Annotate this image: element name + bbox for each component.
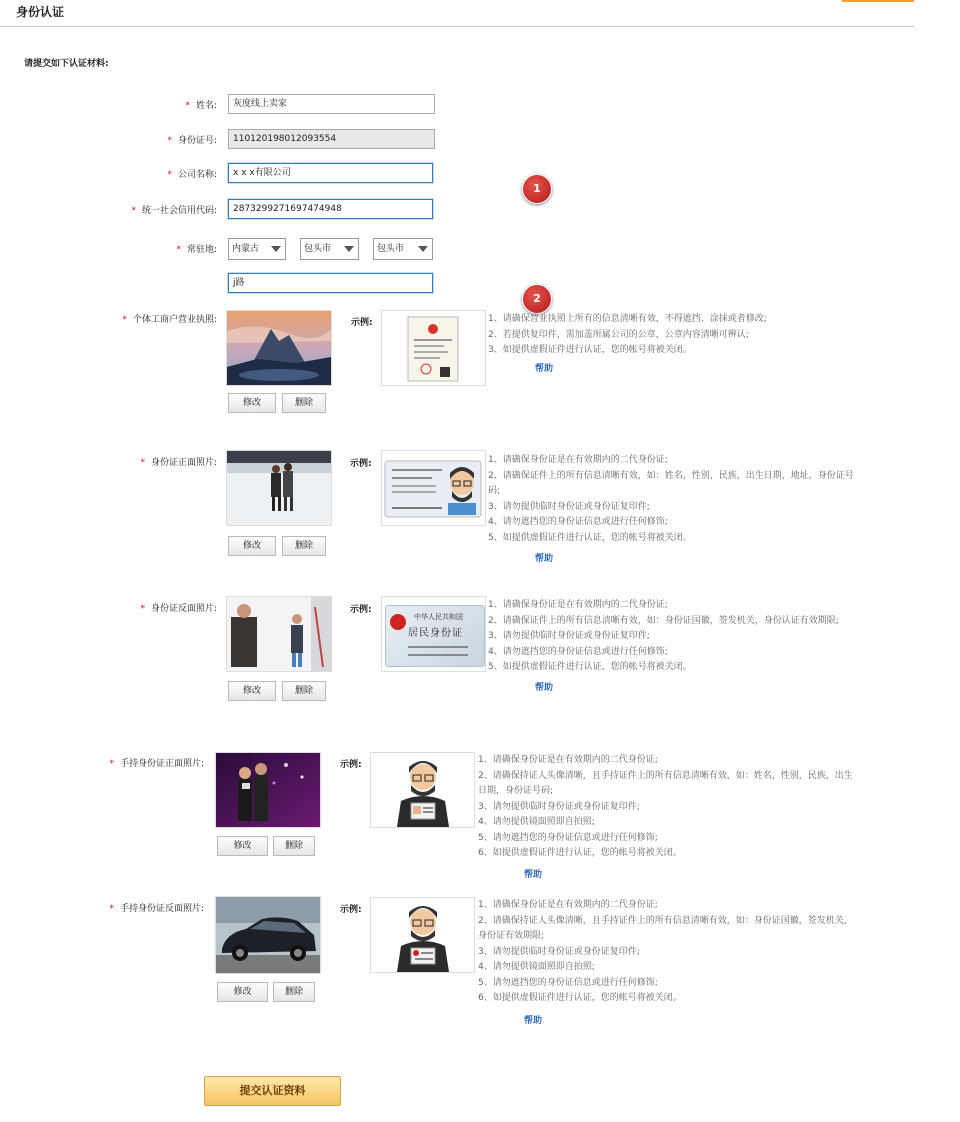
note-line: 1、请确保身份证是在有效期内的二代身份证; [488,455,668,465]
city-select[interactable] [300,238,359,260]
note-line: 日期，身份证号码; [478,786,554,796]
id-card-country-text: 中华人民共和国 [414,613,463,621]
required-star: * [140,458,145,468]
id-back-label-text: 身份证反面照片: [150,604,217,614]
modify-button[interactable]: 修改 [228,393,276,413]
holding-id-front-example [370,752,475,828]
note-line: 2、若提供复印件，需加盖所属公司的公章，公章内容清晰可辨认; [488,329,749,340]
note-line: 3、请勿提供临时身份证或身份证复印件; [488,631,650,641]
header-divider [0,26,914,27]
id-number-label [167,133,217,146]
name-label [185,98,217,111]
modify-button[interactable]: 修改 [217,982,268,1002]
note-line: 3、请勿提供临时身份证或身份证复印件; [488,501,650,512]
note-line: 4、请勿提供镜面照即自拍照; [478,962,595,972]
required-star: * [167,136,172,146]
note-line: 4、请勿遮挡您的身份证信息或进行任何修饰; [488,646,668,657]
delete-button[interactable]: 删除 [282,536,326,556]
note-line: 3、请勿提供临时身份证或身份证复印件; [478,946,640,957]
note-line: 2、请确保持证人头像清晰，且手持证件上的所有信息清晰有效，如：身份证国徽，签发机关， [478,915,853,926]
modify-button[interactable]: 修改 [217,836,268,856]
company-label [167,167,217,180]
license-document-image [382,311,485,385]
required-star: * [140,604,145,614]
note-line: 1、请确保身份证是在有效期内的二代身份证; [478,900,658,910]
man-holding-id-back-image [371,898,474,972]
people-indoor-image [227,597,331,671]
credit-code-field[interactable]: 2873299271697474948 [228,199,433,219]
note-line: 1、请确保身份证是在有效期内的二代身份证; [478,755,658,765]
business-license-photo [226,310,332,386]
note-line: 4、请勿遮挡您的身份证信息或进行任何修饰; [488,517,668,527]
id-front-notes [488,453,898,546]
company-label-text: 公司名称: [177,170,217,180]
note-line: 1、请确保身份证是在有效期内的二代身份证; [488,600,668,610]
modify-button[interactable]: 修改 [228,536,276,556]
delete-button[interactable]: 删除 [273,836,315,856]
credit-code-label [131,203,217,216]
header-tab-accent [842,0,914,2]
id-back-notes [488,598,898,676]
province-value: 内蒙古 [232,244,260,254]
holding-id-back-label [109,901,204,914]
required-star: * [131,206,136,216]
district-value: 包头市 [377,244,405,254]
help-link[interactable]: 帮助 [524,870,543,880]
id-card-line [408,646,468,648]
business-license-label [122,312,217,325]
street-address-field[interactable]: j路 [228,273,433,293]
intro-text: 请提交如下认证材料: [24,59,109,69]
residence-label-text: 常驻地: [186,245,217,255]
id-back-label [140,601,217,614]
note-line: 5、如提供虚假证件进行认证，您的帐号将被关闭。 [488,532,692,543]
black-car-image [216,897,320,973]
id-card-front-image [382,451,485,525]
required-star: * [122,315,127,325]
business-license-label-text: 个体工商户营业执照: [132,315,217,325]
holding-id-back-label-text: 手持身份证反面照片: [119,904,204,914]
residence-label [176,242,217,255]
help-link[interactable]: 帮助 [535,683,554,693]
chevron-down-icon [271,246,281,252]
help-link[interactable]: 帮助 [524,1016,543,1026]
id-front-label [140,455,217,468]
holding-id-front-notes [478,753,898,862]
id-card-line [408,654,468,656]
couple-in-snow-image [227,451,331,525]
required-star: * [109,904,114,914]
district-select[interactable] [373,238,433,260]
note-line: 4、请勿提供镜面照即自拍照; [478,817,595,827]
stage-performance-image [216,753,320,827]
required-star: * [167,170,172,180]
company-field[interactable]: x x x有限公司 [228,163,433,183]
step-badge-1: 1 [522,174,552,204]
delete-button[interactable]: 删除 [273,982,315,1002]
example-label: 示例: [351,318,373,328]
example-label: 示例: [350,459,372,469]
example-label: 示例: [350,605,372,615]
required-star: * [176,245,181,255]
mountain-landscape-image [227,311,331,385]
delete-button[interactable]: 删除 [282,681,326,701]
id-front-example [381,450,486,526]
name-label-text: 姓名: [195,101,217,111]
business-license-notes [488,312,898,359]
note-line: 5、请勿遮挡您的身份证信息或进行任何修饰; [478,977,658,988]
city-value: 包头市 [304,244,332,254]
delete-button[interactable]: 删除 [282,393,326,413]
note-line: 3、请勿提供临时身份证或身份证复印件; [478,801,640,812]
holding-id-back-photo [215,896,321,974]
id-back-example [381,596,486,672]
required-star: * [185,101,190,111]
name-field[interactable]: 灰度线上卖家 [228,94,435,114]
holding-id-back-notes [478,898,898,1007]
id-number-field: 110120198012093554 [228,129,435,149]
business-license-example [381,310,486,386]
note-line: 3、如提供虚假证件进行认证，您的帐号将被关闭。 [488,345,692,355]
example-label: 示例: [340,760,362,770]
id-number-label-text: 身份证号: [177,136,217,146]
example-label: 示例: [340,905,362,915]
submit-button[interactable]: 提交认证资料 [204,1076,341,1106]
chevron-down-icon [344,246,354,252]
holding-id-front-photo [215,752,321,828]
note-line: 2、请确保证件上的所有信息清晰有效，如：姓名，性别，民族，出生日期，地址，身份证号 [488,470,854,481]
man-holding-id-image [371,753,474,827]
holding-id-back-example [370,897,475,973]
credit-code-label-text: 统一社会信用代码: [141,206,217,216]
chevron-down-icon [418,246,428,252]
id-card-title-text: 居民身份证 [408,628,463,639]
id-front-photo [226,450,332,526]
note-line: 码; [488,486,501,496]
step-badge-2: 2 [522,284,552,314]
help-link[interactable]: 帮助 [535,364,554,374]
page-title: 身份认证 [16,5,65,19]
modify-button[interactable]: 修改 [228,681,276,701]
note-line: 身份证有效期限; [478,931,545,941]
note-line: 6、如提供虚假证件进行认证，您的帐号将被关闭。 [478,993,682,1003]
note-line: 2、请确保持证人头像清晰，且手持证件上的所有信息清晰有效，如：姓名，性别，民族，出生 [478,770,853,781]
province-select[interactable] [228,238,286,260]
id-front-label-text: 身份证正面照片: [150,458,217,468]
note-line: 1、请确保营业执照上所有的信息清晰有效，不得遮挡、涂抹或者修改; [488,314,767,324]
note-line: 5、请勿遮挡您的身份证信息或进行任何修饰; [478,832,658,843]
holding-id-front-label [109,756,204,769]
required-star: * [109,759,114,769]
id-card-back-image [385,605,485,667]
id-back-photo [226,596,332,672]
emblem-icon [390,614,406,630]
note-line: 2、请确保证件上的所有信息清晰有效，如：身份证国徽，签发机关，身份认证有效期限; [488,615,839,626]
note-line: 5、如提供虚假证件进行认证，您的帐号将被关闭。 [488,662,692,672]
help-link[interactable]: 帮助 [535,554,554,564]
note-line: 6、如提供虚假证件进行认证，您的帐号将被关闭。 [478,848,682,858]
holding-id-front-label-text: 手持身份证正面照片: [119,759,204,769]
